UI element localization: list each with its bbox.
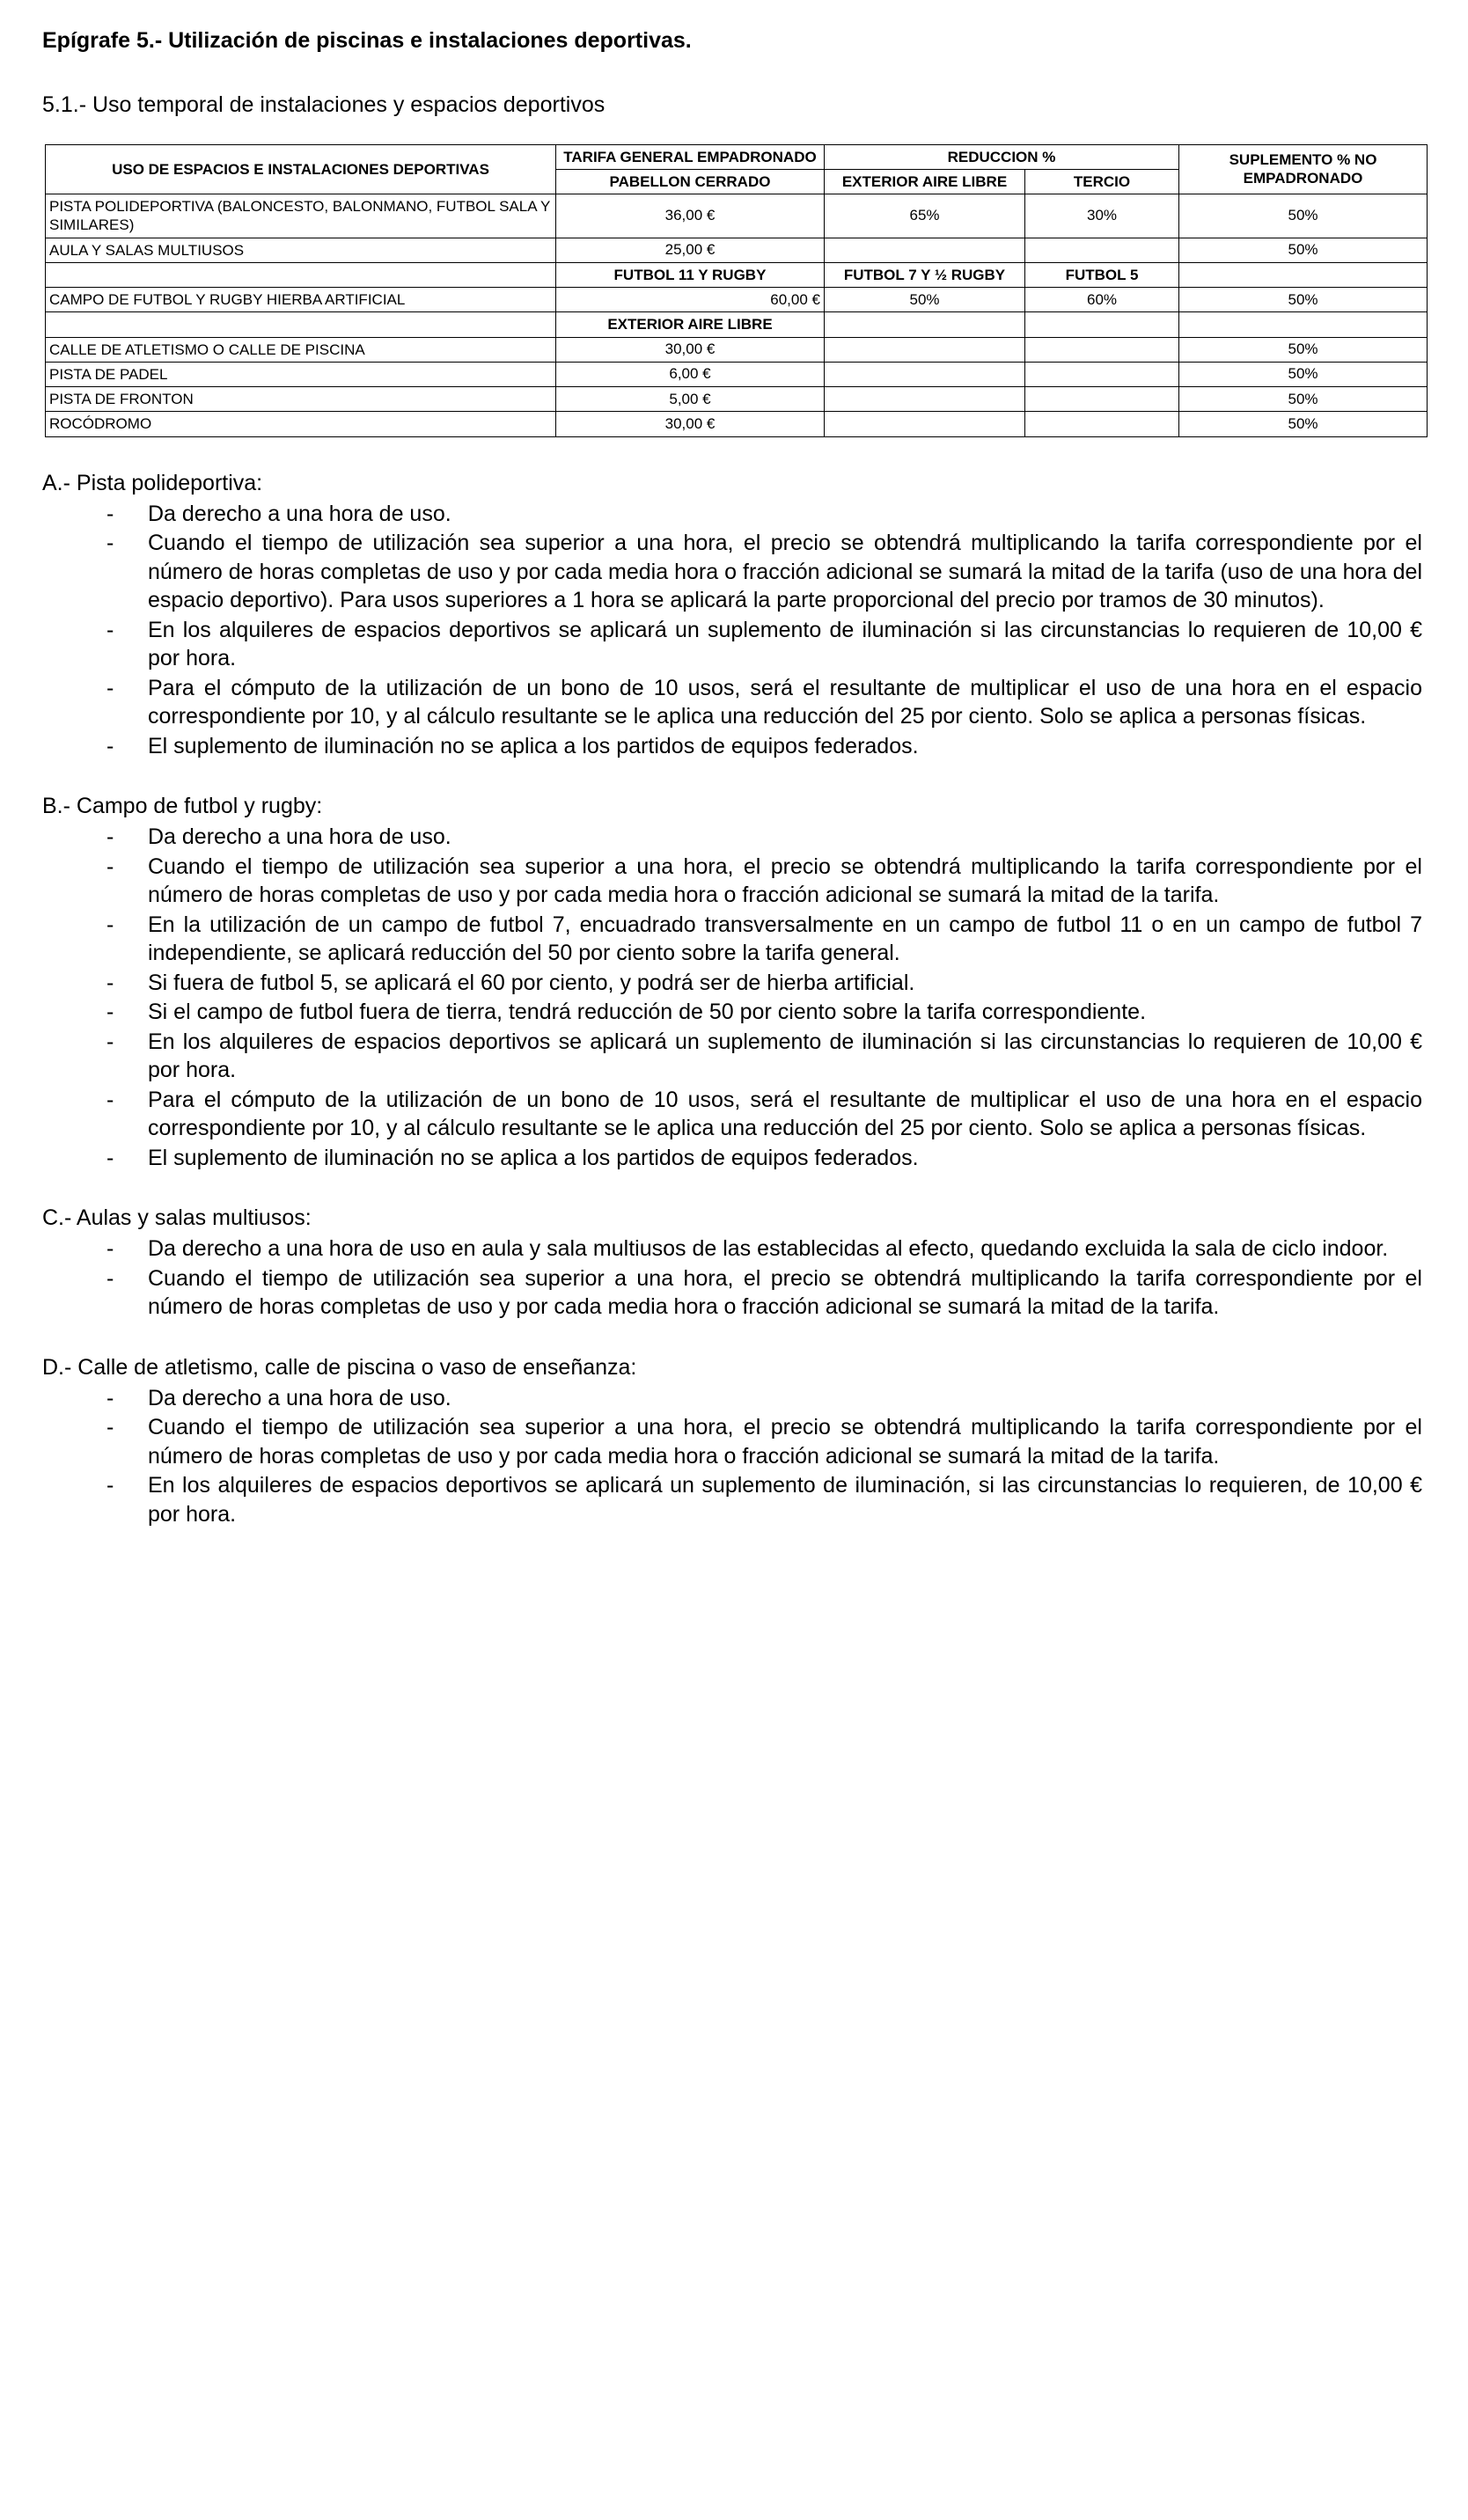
bullet-marker: - — [106, 1265, 114, 1291]
table-cell-red2 — [1025, 337, 1179, 362]
table-cell-label: PISTA POLIDEPORTIVA (BALONCESTO, BALONMANO, FUTBOL SALA Y SIMILARES) — [46, 194, 556, 238]
table-cell-empty — [1025, 312, 1179, 337]
table-cell-red1 — [825, 238, 1025, 262]
table-subheader-tercio: TERCIO — [1025, 169, 1179, 194]
table-cell-suplemento: 50% — [1179, 362, 1428, 386]
table-cell-tarifa: 36,00 € — [556, 194, 825, 238]
table-row — [46, 337, 1428, 362]
table-subheader-futbol11: FUTBOL 11 Y RUGBY — [556, 262, 825, 287]
table-cell-suplemento: 50% — [1179, 337, 1428, 362]
section-list-c — [42, 1234, 1426, 1322]
list-item — [42, 911, 1426, 968]
table-header-row — [46, 144, 1428, 169]
bullet-marker: - — [106, 1145, 114, 1170]
table-cell-tarifa: 30,00 € — [556, 337, 825, 362]
list-item — [42, 1384, 1426, 1413]
table-cell-tarifa: 60,00 € — [556, 288, 825, 312]
table-subheader-exterior: EXTERIOR AIRE LIBRE — [825, 169, 1025, 194]
section-list-d — [42, 1384, 1426, 1529]
table-row — [46, 412, 1428, 436]
list-item-text: Para el cómputo de la utilización de un bono de 10 usos, será el resultante de multiplicar el uso de una hora en el espacio correspondiente por 10, y al cálculo resultante se le aplica una reducción del 25 por ciento. Solo se aplica a personas físicas. — [148, 1087, 1422, 1140]
section-list-b — [42, 823, 1426, 1172]
table-cell-tarifa: 6,00 € — [556, 362, 825, 386]
table-cell-label: PISTA DE PADEL — [46, 362, 556, 386]
list-item — [42, 674, 1426, 731]
list-item — [42, 732, 1426, 761]
list-item-text: En los alquileres de espacios deportivos se aplicará un suplemento de iluminación, si las circunstancias lo requieren, de 10,00 € por hora. — [148, 1473, 1422, 1527]
bullet-marker: - — [106, 1415, 114, 1439]
bullet-marker: - — [106, 1236, 114, 1261]
section-title-a: A.- Pista polideportiva: — [42, 470, 263, 495]
table-cell-suplemento: 50% — [1179, 194, 1428, 238]
bullet-marker: - — [106, 824, 114, 849]
table-cell-red1: 50% — [825, 288, 1025, 312]
list-item — [42, 823, 1426, 852]
table-cell-label: AULA Y SALAS MULTIUSOS — [46, 238, 556, 262]
list-item-text: Da derecho a una hora de uso en aula y sala multiusos de las establecidas al efecto, quedando excluida la sala de ciclo indoor. — [148, 1236, 1389, 1261]
bullet-marker: - — [106, 853, 114, 879]
table-cell-red1 — [825, 387, 1025, 412]
table-subheader-futbol5: FUTBOL 5 — [1025, 262, 1179, 287]
bullet-marker: - — [106, 675, 114, 700]
table-cell-empty — [1179, 262, 1428, 287]
table-cell-suplemento: 50% — [1179, 387, 1428, 412]
list-item — [42, 969, 1426, 998]
tariffs-table — [45, 144, 1428, 437]
section-subtitle: 5.1.- Uso temporal de instalaciones y espacios deportivos — [42, 92, 606, 117]
table-subheader-row-futbol — [46, 262, 1428, 287]
section-title-b: B.- Campo de futbol y rugby: — [42, 794, 323, 818]
table-header-cell-tarifa: TARIFA GENERAL EMPADRONADO — [556, 144, 825, 169]
bullet-marker: - — [106, 912, 114, 937]
bullet-marker: - — [106, 970, 114, 995]
list-item-text: Da derecho a una hora de uso. — [148, 501, 451, 526]
table-header-cell-uses: USO DE ESPACIOS E INSTALACIONES DEPORTIVAS — [46, 144, 556, 194]
list-item-text: Si el campo de futbol fuera de tierra, tendrá reducción de 50 por ciento sobre la tarifa correspondiente. — [148, 1000, 1147, 1024]
bullet-marker: - — [106, 501, 114, 526]
list-item — [42, 1086, 1426, 1143]
table-row — [46, 238, 1428, 262]
table-row — [46, 194, 1428, 238]
table-cell-empty — [46, 312, 556, 337]
table-cell-empty — [1179, 312, 1428, 337]
table-row — [46, 362, 1428, 386]
list-item-text: Si fuera de futbol 5, se aplicará el 60 por ciento, y podrá ser de hierba artificial. — [148, 970, 915, 995]
table-cell-red2: 60% — [1025, 288, 1179, 312]
list-item-text: Cuando el tiempo de utilización sea superior a una hora, el precio se obtendrá multiplicando la tarifa correspondiente por el número de horas completas de uso y por cada media hora o fracción adicional se sumará la mitad de la tarifa. — [148, 853, 1422, 907]
table-cell-label: ROCÓDROMO — [46, 412, 556, 436]
table-cell-label: CAMPO DE FUTBOL Y RUGBY HIERBA ARTIFICIAL — [46, 288, 556, 312]
table-cell-tarifa: 5,00 € — [556, 387, 825, 412]
list-item-text: Cuando el tiempo de utilización sea superior a una hora, el precio se obtendrá multiplicando la tarifa correspondiente por el número de horas completas de uso y por cada media hora o fracción adicional se sumará la mitad de la tarifa. — [148, 1265, 1422, 1319]
list-item-text: En los alquileres de espacios deportivos se aplicará un suplemento de iluminación si las circunstancias lo requieren de 10,00 € por hora. — [148, 617, 1422, 670]
section-title-d: D.- Calle de atletismo, calle de piscina o vaso de enseñanza: — [42, 1354, 637, 1380]
list-item-text: En la utilización de un campo de futbol 7, encuadrado transversalmente en un campo de futbol 11 o en un campo de futbol 7 independiente, se aplicará reducción del 50 por ciento sobre la tarifa general. — [148, 912, 1422, 965]
bullet-marker: - — [106, 531, 114, 555]
list-item — [42, 1028, 1426, 1085]
table-cell-red2 — [1025, 412, 1179, 436]
list-item — [42, 1413, 1426, 1470]
list-item — [42, 500, 1426, 529]
section-list-a — [42, 500, 1426, 761]
table-cell-label: PISTA DE FRONTON — [46, 387, 556, 412]
list-item — [42, 529, 1426, 615]
table-header-cell-reduccion: REDUCCION % — [825, 144, 1179, 169]
page-title: Epígrafe 5.- Utilización de piscinas e instalaciones deportivas. — [42, 28, 692, 53]
bullet-marker: - — [106, 1385, 114, 1410]
table-cell-tarifa: 30,00 € — [556, 412, 825, 436]
bullet-marker: - — [106, 1000, 114, 1024]
list-item-text: Da derecho a una hora de uso. — [148, 824, 451, 849]
list-item-text: Da derecho a una hora de uso. — [148, 1385, 451, 1410]
table-cell-red1 — [825, 412, 1025, 436]
list-item — [42, 853, 1426, 910]
bullet-marker: - — [106, 617, 114, 642]
bullet-marker: - — [106, 1087, 114, 1112]
table-cell-red2 — [1025, 362, 1179, 386]
list-item-text: El suplemento de iluminación no se aplica a los partidos de equipos federados. — [148, 1145, 919, 1170]
list-item-text: Para el cómputo de la utilización de un bono de 10 usos, será el resultante de multiplicar el uso de una hora en el espacio correspondiente por 10, y al cálculo resultante se le aplica una reducción del 25 por ciento. Solo se aplica a personas físicas. — [148, 675, 1422, 729]
table-row — [46, 288, 1428, 312]
table-header-cell-suplemento: SUPLEMENTO % NO EMPADRONADO — [1179, 144, 1428, 194]
table-cell-suplemento: 50% — [1179, 412, 1428, 436]
list-item-text: En los alquileres de espacios deportivos se aplicará un suplemento de iluminación si las circunstancias lo requieren de 10,00 € por hora. — [148, 1029, 1422, 1082]
bullet-marker: - — [106, 1029, 114, 1054]
table-subheader-exterior-aire-libre: EXTERIOR AIRE LIBRE — [556, 312, 825, 337]
table-subheader-row-exterior — [46, 312, 1428, 337]
section-title-c: C.- Aulas y salas multiusos: — [42, 1205, 312, 1230]
list-item — [42, 1144, 1426, 1173]
table-cell-red2: 30% — [1025, 194, 1179, 238]
table-subheader-pabellon: PABELLON CERRADO — [556, 169, 825, 194]
table-cell-red1 — [825, 337, 1025, 362]
list-item-text: El suplemento de iluminación no se aplica a los partidos de equipos federados. — [148, 733, 919, 758]
table-cell-red2 — [1025, 238, 1179, 262]
list-item-text: Cuando el tiempo de utilización sea superior a una hora, el precio se obtendrá multiplicando la tarifa correspondiente por el número de horas completas de uso y por cada media hora o fracción adicional se sumará la mitad de la tarifa. — [148, 1415, 1422, 1469]
table-cell-red1 — [825, 362, 1025, 386]
table-cell-red2 — [1025, 387, 1179, 412]
bullet-marker: - — [106, 1473, 114, 1498]
table-cell-empty — [825, 312, 1025, 337]
list-item — [42, 616, 1426, 673]
list-item — [42, 998, 1426, 1027]
bullet-marker: - — [106, 733, 114, 758]
list-item-text: Cuando el tiempo de utilización sea superior a una hora, el precio se obtendrá multiplicando la tarifa correspondiente por el número de horas completas de uso y por cada media hora o fracción adicional se sumará la mitad de la tarifa (uso de una hora del espacio deportivo). Para usos superiores a 1 hora se aplicará la parte proporcional del precio por tramos de 30 minutos). — [148, 531, 1422, 612]
table-cell-suplemento: 50% — [1179, 238, 1428, 262]
table-cell-empty — [46, 262, 556, 287]
list-item — [42, 1471, 1426, 1528]
table-cell-label: CALLE DE ATLETISMO O CALLE DE PISCINA — [46, 337, 556, 362]
table-cell-tarifa: 25,00 € — [556, 238, 825, 262]
list-item — [42, 1234, 1426, 1264]
table-cell-suplemento: 50% — [1179, 288, 1428, 312]
table-cell-red1: 65% — [825, 194, 1025, 238]
list-item — [42, 1264, 1426, 1322]
table-row — [46, 387, 1428, 412]
table-subheader-futbol7: FUTBOL 7 Y ½ RUGBY — [825, 262, 1025, 287]
